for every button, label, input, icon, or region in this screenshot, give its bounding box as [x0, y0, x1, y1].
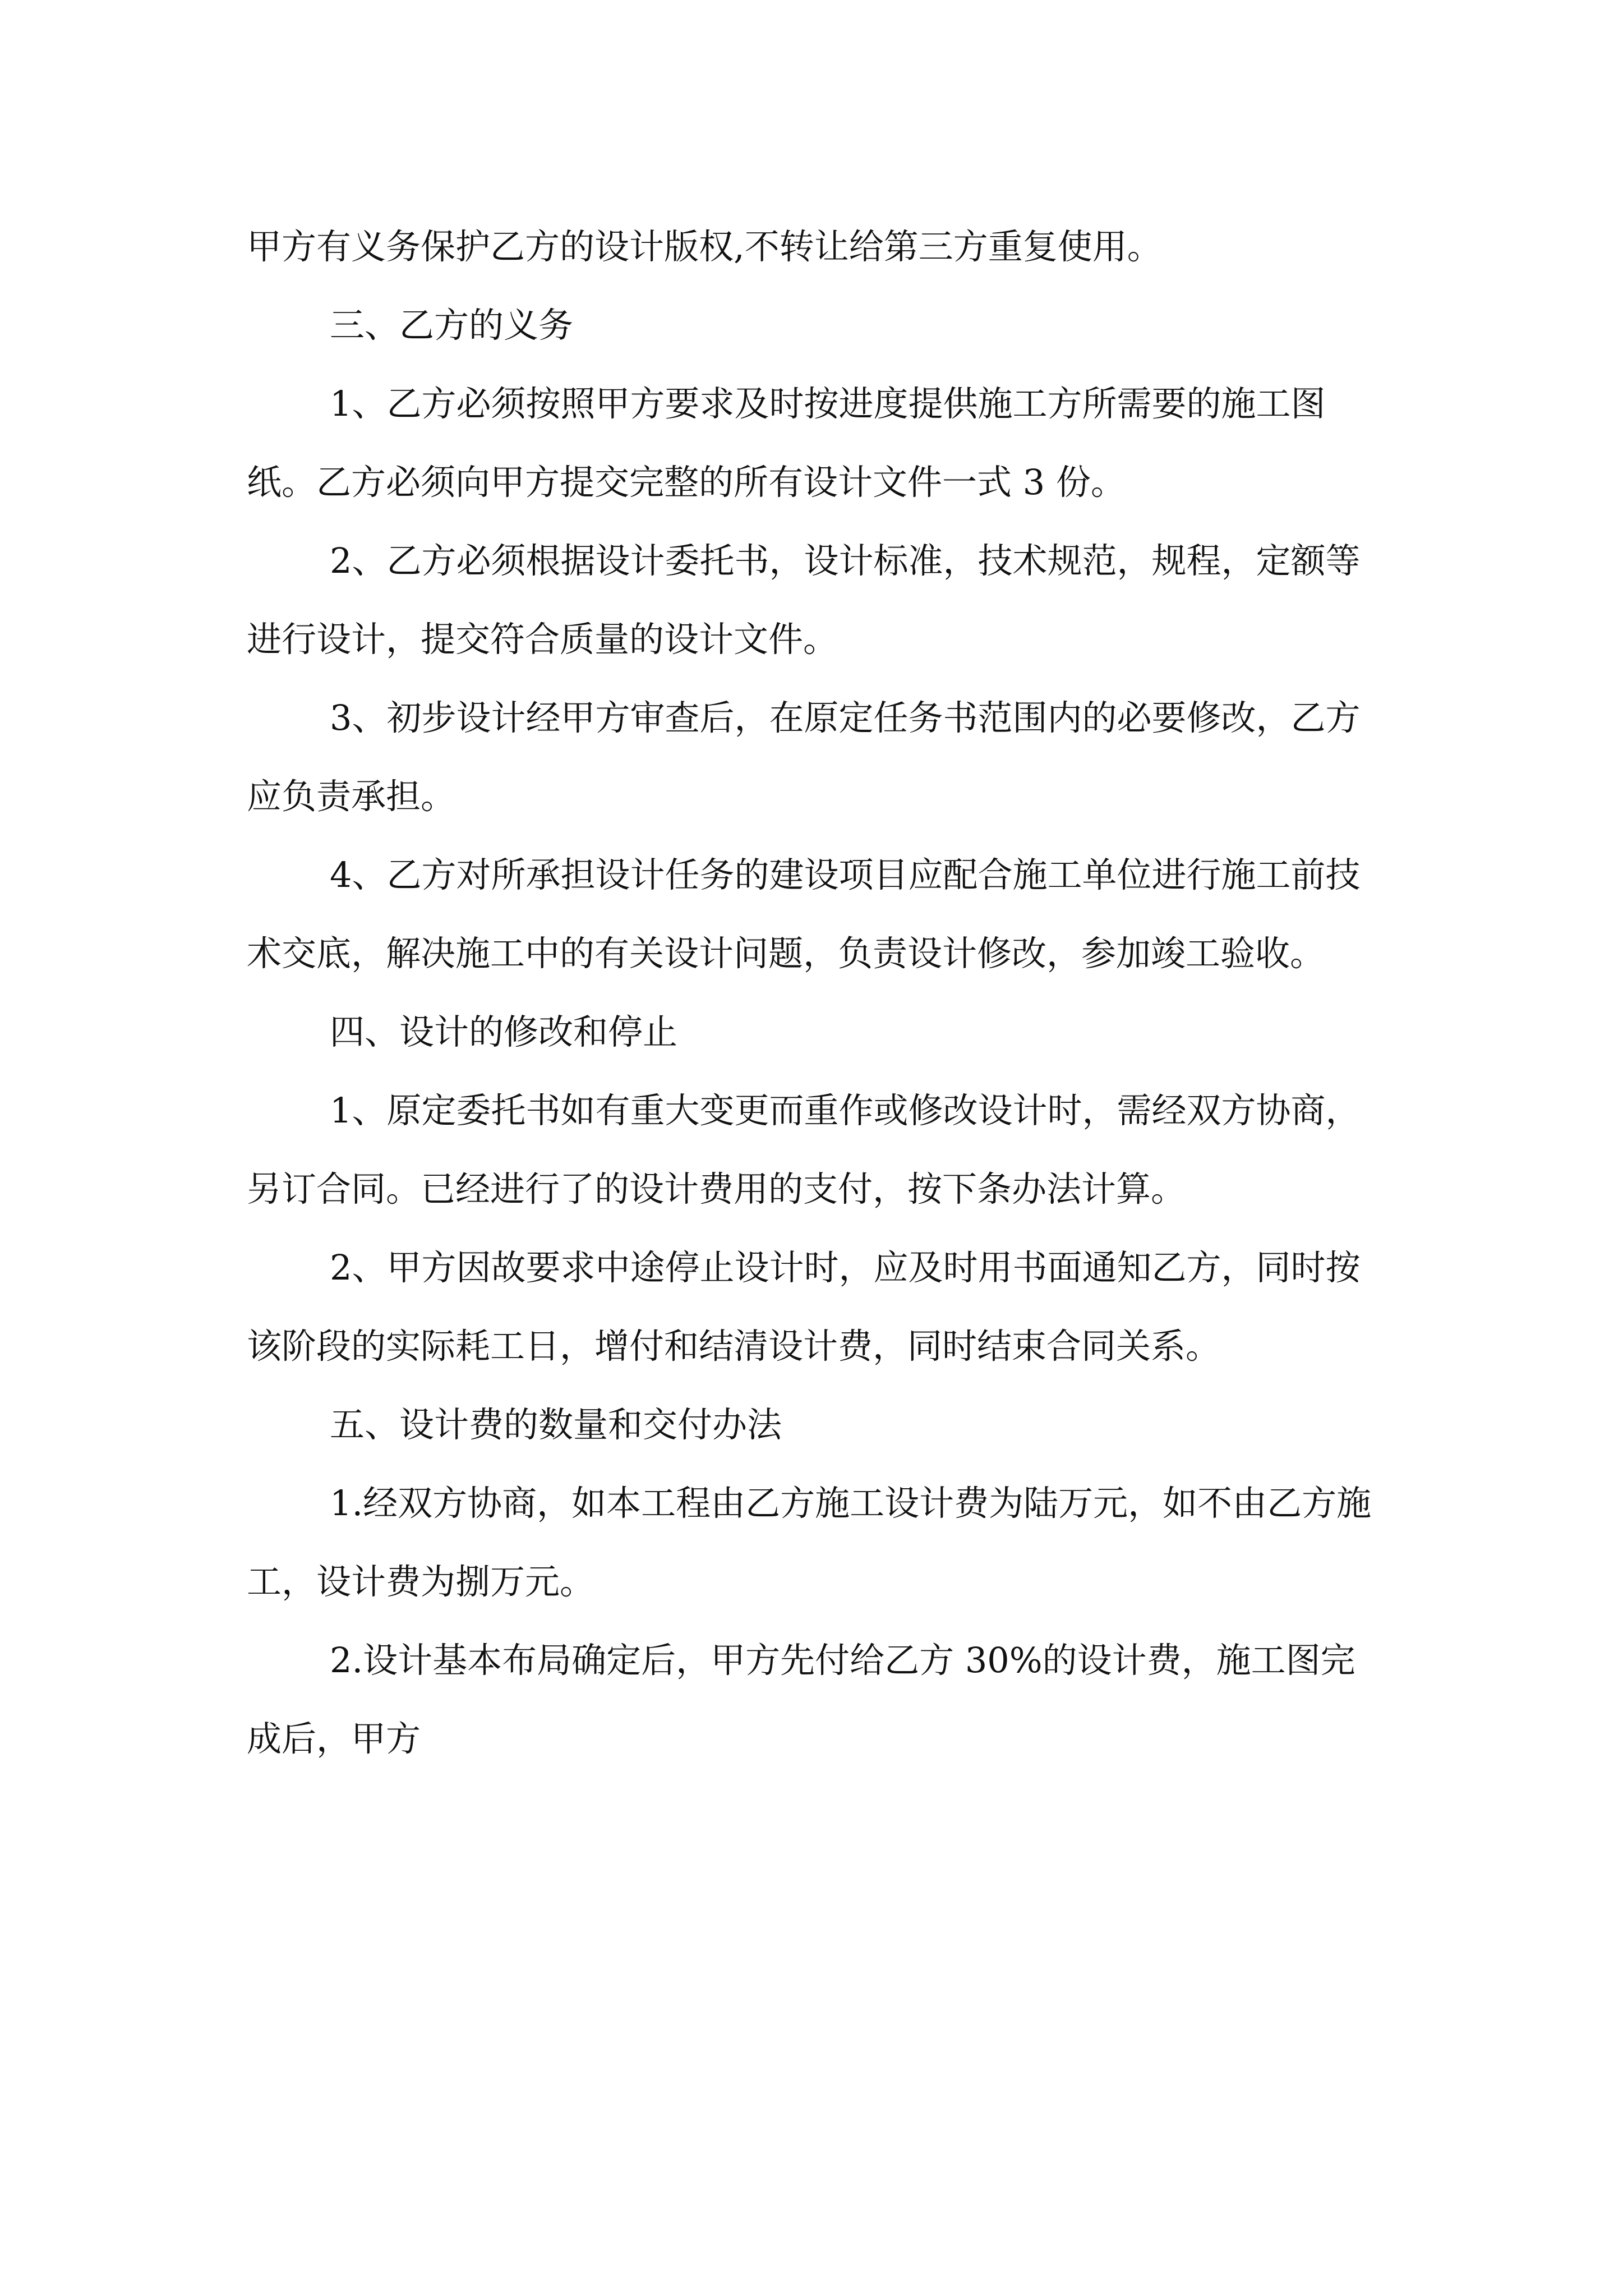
paragraph-obligation-3: 3、初步设计经甲方审查后，在原定任务书范围内的必要修改，乙方应负责承担。 — [247, 697, 1361, 817]
section-heading-party-b-obligations: 三、乙方的义务 — [330, 305, 574, 346]
paragraph-obligation-2: 2、乙方必须根据设计委托书，设计标准，技术规范，规程，定额等进行设计，提交符合质量的设计文件。 — [247, 540, 1361, 660]
paragraph-fee-2: 2.设计基本布局确定后，甲方先付给乙方 30%的设计费，施工图完成后，甲方 — [247, 1640, 1355, 1759]
section-heading-design-fee: 五、设计费的数量和交付办法 — [330, 1404, 782, 1445]
paragraph-change-1: 1、原定委托书如有重大变更而重作或修改设计时，需经双方协商，另订合同。已经进行了的设计费用的支付，按下条办法计算。 — [247, 1090, 1361, 1209]
section-heading-design-changes: 四、设计的修改和停止 — [330, 1011, 678, 1052]
document-body — [247, 208, 1385, 1778]
paragraph-change-2: 2、甲方因故要求中途停止设计时，应及时用书面通知乙方，同时按该阶段的实际耗工日，增付和结清设计费，同时结束合同关系。 — [247, 1247, 1361, 1366]
paragraph-obligation-1: 1、乙方必须按照甲方要求及时按进度提供施工方所需要的施工图纸。乙方必须向甲方提交完整的所有设计文件一式 3 份。 — [247, 383, 1326, 503]
paragraph-fee-1: 1.经双方协商，如本工程由乙方施工设计费为陆万元，如不由乙方施工，设计费为捌万元。 — [247, 1483, 1372, 1602]
paragraph-obligation-4: 4、乙方对所承担设计任务的建设项目应配合施工单位进行施工前技术交底，解决施工中的有关设计问题，负责设计修改，参加竣工验收。 — [247, 854, 1361, 974]
paragraph-copyright: 甲方有义务保护乙方的设计版权,不转让给第三方重复使用。 — [247, 226, 1162, 267]
